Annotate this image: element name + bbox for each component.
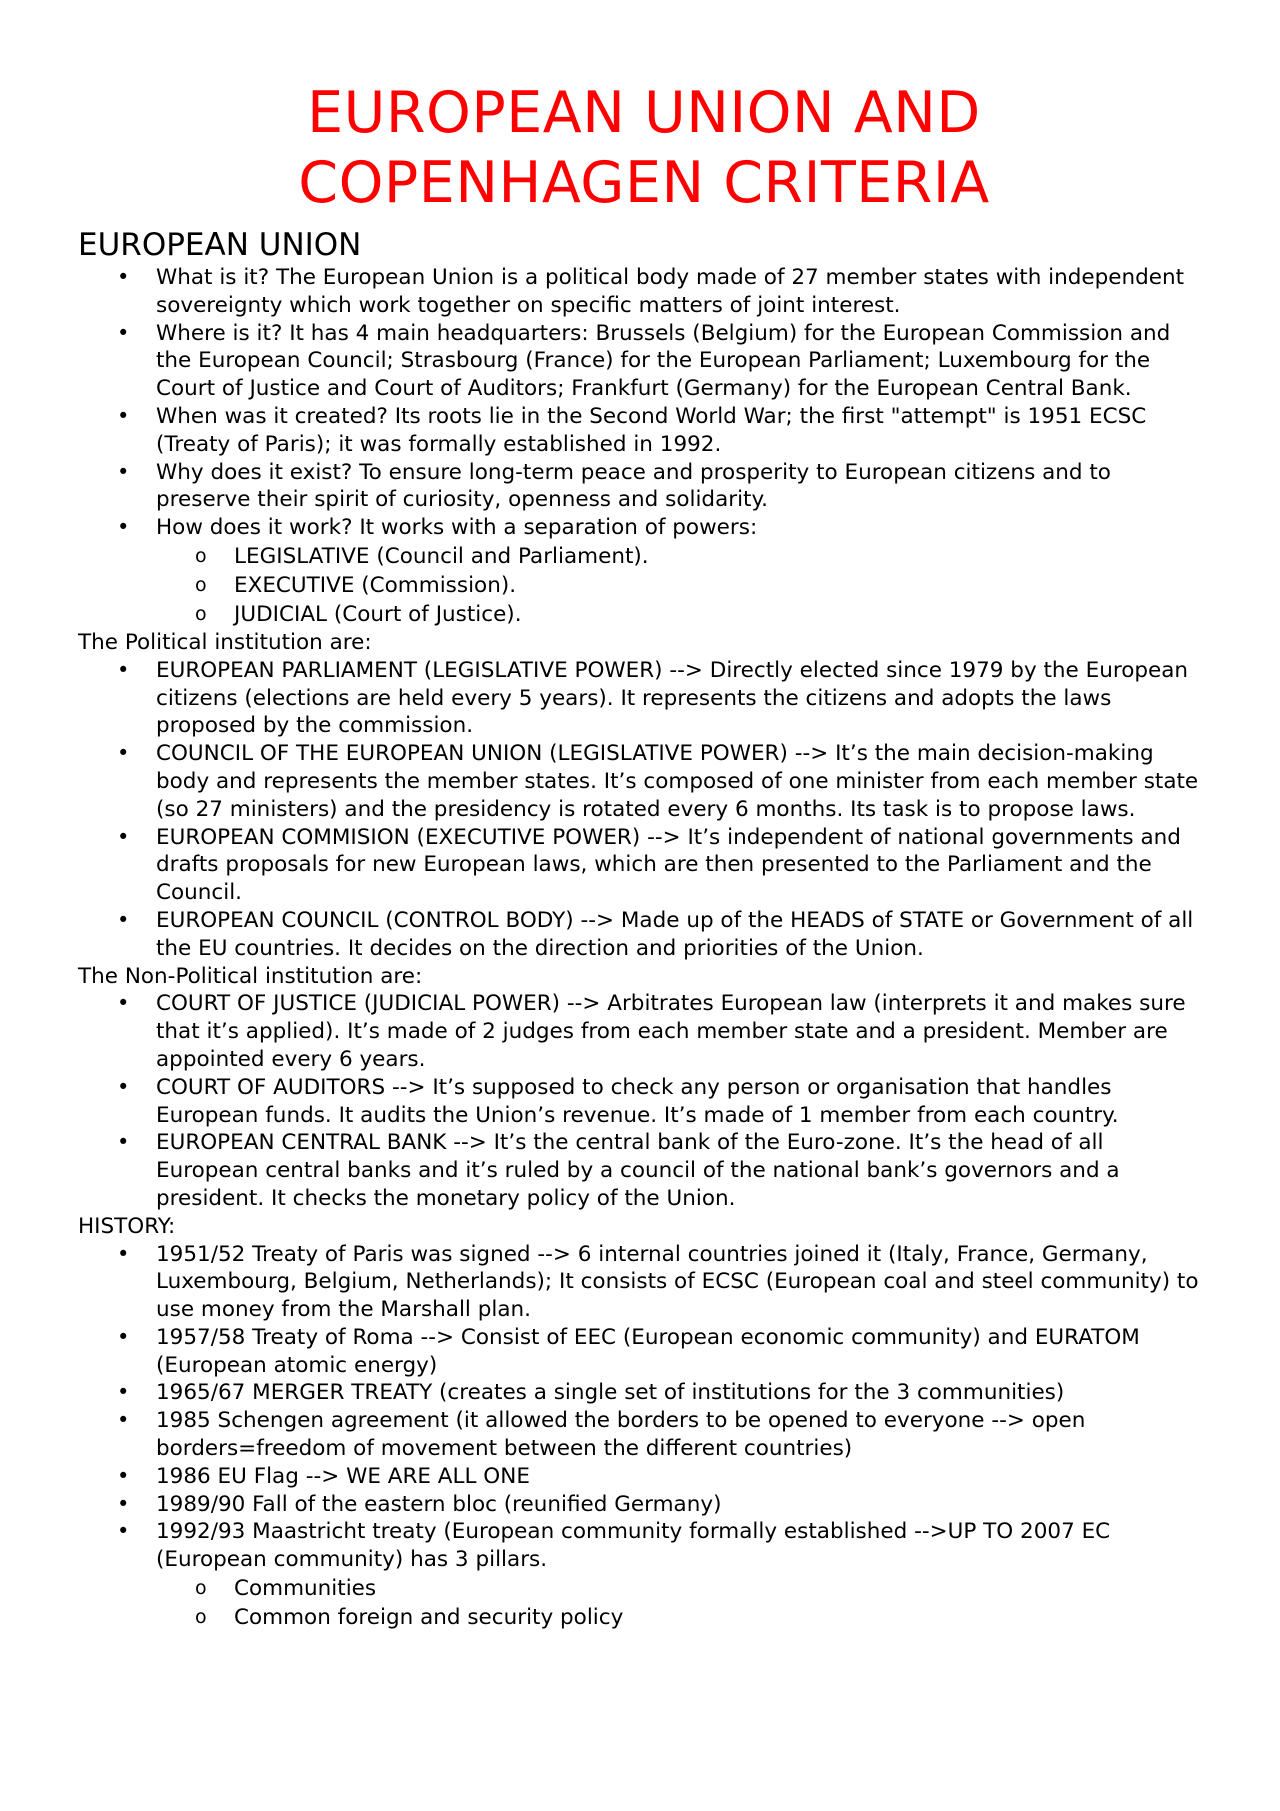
list-item-text: 1951/52 Treaty of Paris was signed --> 6 internal countries joined it (Italy, France, Germany, Luxembourg, Belgium, Netherlands); It consists of ECSC (European coal and steel community) to use money from the Marshall plan. — [156, 1241, 1199, 1323]
list-item — [78, 264, 1210, 320]
list-item-text: 1992/93 Maastricht treaty (European community formally established -->UP TO 2007 EC (European community) has 3 pillars. — [156, 1519, 1111, 1573]
sub-bullet-icon: o — [195, 602, 207, 625]
list-item — [78, 1407, 1210, 1463]
list-item-text: EUROPEAN PARLIAMENT (LEGISLATIVE POWER) --> Directly elected since 1979 by the European citizens (elections are held every 5 years). It represents the citizens and adopts the laws proposed by the commission. — [156, 657, 1189, 739]
sub-list-item — [78, 542, 1210, 571]
list-item-text: 1965/67 MERGER TREATY (creates a single set of institutions for the 3 communities) — [156, 1380, 1065, 1406]
title-line-2: COPENHAGEN CRITERIA — [298, 150, 990, 216]
list-item — [78, 1379, 1210, 1407]
bullet-icon: • — [117, 403, 130, 428]
sub-bullet-icon: o — [195, 1577, 207, 1600]
list-item-text: What is it? The European Union is a political body made of 27 member states with independent sovereignty which work together on specific matters of joint interest. — [156, 265, 1185, 318]
list-item-text: 1985 Schengen agreement (it allowed the borders to be opened to everyone --> open borders=freedom of movement between the different countries) — [156, 1408, 1086, 1462]
list-item-text: EUROPEAN CENTRAL BANK --> It’s the central bank of the Euro-zone. It’s the head of all European central banks and it’s ruled by a council of the national bank’s governors and a president. It checks the monetary policy of the Union. — [156, 1130, 1120, 1211]
powers-list — [78, 542, 1210, 629]
list-item — [78, 824, 1210, 907]
list-item-text: How does it work? It works with a separation of powers: — [156, 515, 758, 541]
bullet-icon: • — [117, 657, 130, 682]
sub-bullet-icon: o — [195, 573, 207, 596]
list-item-text: Common foreign and security policy — [234, 1605, 624, 1631]
sub-list-item — [78, 1603, 1210, 1632]
bullet-icon: • — [117, 515, 130, 540]
sub-bullet-icon: o — [195, 544, 207, 567]
document-title — [78, 78, 1210, 218]
list-item-text: COURT OF AUDITORS --> It’s supposed to check any person or organisation that handles European funds. It audits the Union’s revenue. It’s made of 1 member from each country. — [156, 1074, 1119, 1128]
list-item — [78, 403, 1210, 459]
political-list — [78, 657, 1210, 963]
list-item — [78, 320, 1210, 403]
bullet-icon: • — [117, 459, 130, 484]
nonpolitical-list — [78, 990, 1210, 1212]
nonpolitical-heading: The Non-Political institution are: — [78, 963, 423, 989]
bullet-icon: • — [117, 1519, 130, 1544]
list-item — [78, 1129, 1210, 1212]
list-item-text: 1986 EU Flag --> WE ARE ALL ONE — [156, 1463, 530, 1489]
list-item — [78, 1074, 1210, 1130]
sub-list-item — [78, 1574, 1210, 1603]
sub-list-item — [78, 600, 1210, 629]
list-item — [78, 657, 1210, 740]
title-line-1: EUROPEAN UNION AND — [307, 80, 981, 146]
history-heading: HISTORY: — [78, 1213, 176, 1239]
list-item-text: COURT OF JUSTICE (JUDICIAL POWER) --> Arbitrates European law (interprets it and makes sure that it’s applied). It’s made of 2 judges from each member state and a president. Member are appointed every 6 years. — [156, 991, 1186, 1072]
list-item-text: LEGISLATIVE (Council and Parliament). — [234, 543, 649, 569]
list-item — [78, 740, 1210, 823]
bullet-icon: • — [117, 1130, 130, 1155]
list-item-text: 1957/58 Treaty of Roma --> Consist of EEC (European economic community) and EURATOM (European atomic energy) — [156, 1324, 1140, 1378]
list-item-text: When was it created? Its roots lie in the Second World War; the first "attempt" is 1951 ECSC (Treaty of Paris); it was formally established in 1992. — [156, 403, 1147, 457]
history-list — [78, 1241, 1210, 1575]
list-item — [78, 1491, 1210, 1519]
political-heading: The Political institution are: — [78, 629, 372, 655]
list-item — [78, 1463, 1210, 1491]
list-item — [78, 907, 1210, 963]
bullet-icon: • — [117, 824, 130, 849]
bullet-icon: • — [117, 1380, 130, 1405]
pillars-list — [78, 1574, 1210, 1632]
bullet-icon: • — [117, 265, 130, 289]
bullet-icon: • — [117, 320, 130, 345]
bullet-icon: • — [117, 1241, 130, 1266]
sub-bullet-icon: o — [195, 1606, 207, 1629]
bullet-icon: • — [117, 907, 130, 932]
list-item-text: EUROPEAN COUNCIL (CONTROL BODY) --> Made up of the HEADS of STATE or Government of all the EU countries. It decides on the direction and priorities of the Union. — [156, 907, 1194, 961]
list-item-text: Communities — [234, 1576, 377, 1602]
bullet-icon: • — [117, 1408, 130, 1433]
list-item-text: Why does it exist? To ensure long-term peace and prosperity to European citizens and to preserve their spirit of curiosity, openness and solidarity. — [156, 459, 1111, 513]
list-item-text: 1989/90 Fall of the eastern bloc (reunified Germany) — [156, 1491, 722, 1517]
list-item — [78, 990, 1210, 1073]
intro-list — [78, 264, 1210, 542]
bullet-icon: • — [117, 1324, 130, 1349]
list-item-text: JUDICIAL (Court of Justice). — [234, 601, 522, 627]
section-heading: EUROPEAN UNION — [78, 227, 362, 263]
list-item-text: EXECUTIVE (Commission). — [234, 572, 517, 598]
bullet-icon: • — [117, 741, 130, 766]
list-item-text: COUNCIL OF THE EUROPEAN UNION (LEGISLATIVE POWER) --> It’s the main decision-making body and represents the member states. It’s composed of one minister from each member state (so 27 ministers) and the presidency is rotated every 6 months. Its task is to propose laws. — [156, 741, 1199, 822]
list-item — [78, 514, 1210, 542]
sub-list-item — [78, 571, 1210, 600]
list-item-text: Where is it? It has 4 main headquarters: Brussels (Belgium) for the European Commission and the European Council; Strasbourg (France) for the European Parliament; Luxembourg for the Court of Justice and Court of Auditors; Frankfurt (Germany) for the European Central Bank. — [156, 320, 1171, 402]
list-item — [78, 459, 1210, 515]
bullet-icon: • — [117, 1074, 130, 1099]
list-item — [78, 1241, 1210, 1324]
list-item-text: EUROPEAN COMMISION (EXECUTIVE POWER) --> It’s independent of national governments and drafts proposals for new European laws, which are then presented to the Parliament and the Council. — [156, 824, 1181, 906]
bullet-icon: • — [117, 1491, 130, 1516]
list-item — [78, 1324, 1210, 1380]
bullet-icon: • — [117, 1463, 130, 1488]
list-item — [78, 1518, 1210, 1574]
bullet-icon: • — [117, 991, 130, 1016]
